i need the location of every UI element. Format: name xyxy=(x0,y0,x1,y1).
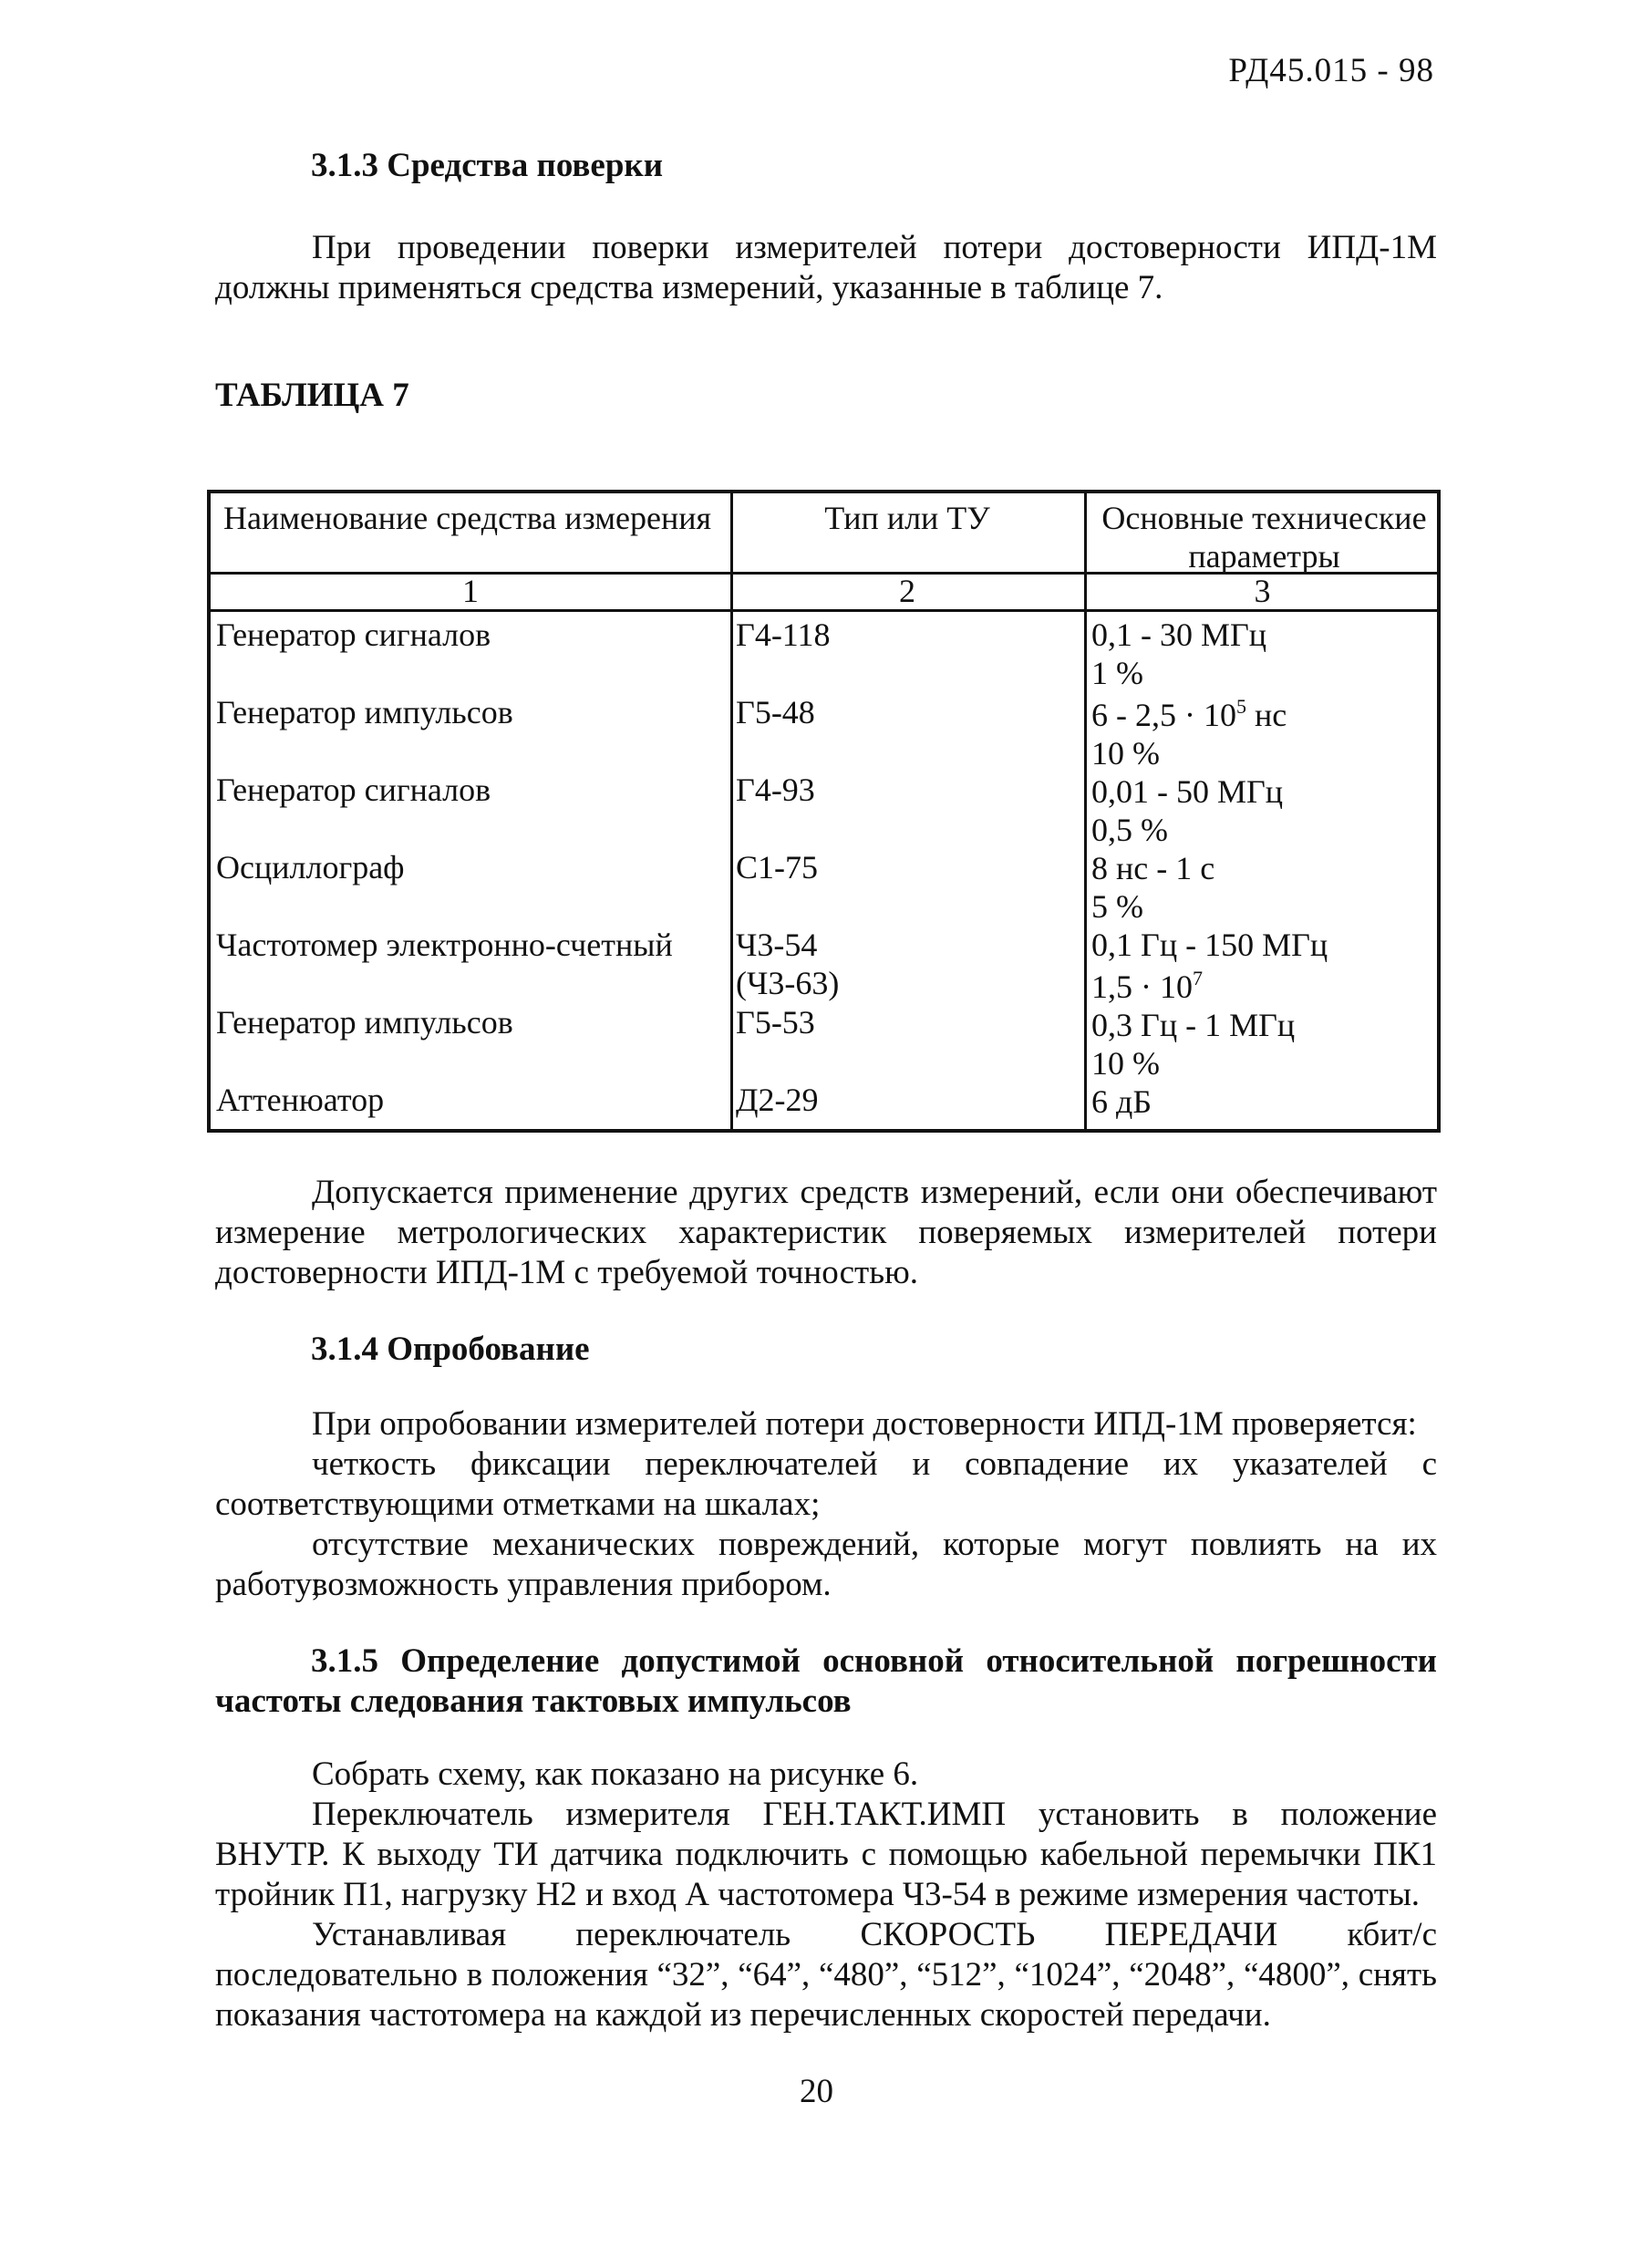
exponent: 5 xyxy=(1235,695,1246,718)
table-cell xyxy=(1091,696,1287,734)
table-cell: 1 % xyxy=(1091,655,1143,691)
table-cell: 0,1 Гц - 150 МГц xyxy=(1091,927,1328,963)
exponent: 7 xyxy=(1193,967,1203,989)
table-cell: Осциллограф xyxy=(216,849,405,885)
after-table-paragraph: Допускается применение других средств измерений, если они обеспечивают измерение метрологических характеристик поверяемых измерителей потери достоверности ИПД-1М с требуемой точностью. xyxy=(215,1174,1437,1291)
table-cell: 5 % xyxy=(1091,888,1143,925)
table-cell: С1-75 xyxy=(736,849,818,885)
param-unit: нс xyxy=(1245,697,1287,733)
column-number: 1 xyxy=(462,573,479,609)
table-cell: 0,01 - 50 МГц xyxy=(1091,773,1284,810)
table-cell: 8 нс - 1 с xyxy=(1091,850,1215,886)
column-number: 3 xyxy=(1254,573,1271,609)
table-cell: Д2-29 xyxy=(736,1082,819,1118)
column-number: 2 xyxy=(899,573,915,609)
table-cell: Г4-93 xyxy=(736,772,815,808)
table-cell: Г4-118 xyxy=(736,616,831,653)
list-item: четкость фиксации переключателей и совпадение их указателей с соответствующими отметками на шкалах; xyxy=(215,1445,1437,1523)
page-number: 20 xyxy=(800,2073,833,2110)
table-title: ТАБЛИЦА 7 xyxy=(215,377,409,414)
table-cell: Г5-48 xyxy=(736,694,815,730)
table-cell: Генератор импульсов xyxy=(216,694,513,730)
table-cell: Частотомер электронно-счетный xyxy=(216,927,673,963)
table-cell: 0,1 - 30 МГц xyxy=(1091,616,1267,653)
table-cell: Ч3-54 xyxy=(736,927,818,963)
table-cell xyxy=(1091,968,1203,1006)
table-cell: (Ч3-63) xyxy=(736,965,840,1001)
table-cell: 10 % xyxy=(1091,735,1160,772)
section-title-3-1-4: 3.1.4 Опробование xyxy=(311,1331,590,1368)
table-cell: Генератор сигналов xyxy=(216,772,491,808)
list-item: возможность управления прибором. xyxy=(312,1566,832,1603)
section-title-3-1-5: 3.1.5 Определение допустимой основной относительной погрешности частоты следования тактовых импульсов xyxy=(215,1642,1437,1720)
table-cell: 0,3 Гц - 1 МГц xyxy=(1091,1007,1296,1043)
table-header: Наименование средства измерения xyxy=(223,500,712,536)
param-text: 6 - 2,5 · 10 xyxy=(1091,697,1236,733)
list-item: отсутствие механических повреждений, которые могут повлиять на их работу; xyxy=(215,1526,1437,1603)
table-cell: 0,5 % xyxy=(1091,812,1168,848)
section-intro: При опробовании измерителей потери достоверности ИПД-1М проверяется: xyxy=(312,1405,1417,1443)
instruments-table xyxy=(207,490,1441,1133)
table-header: Тип или ТУ xyxy=(824,500,990,536)
section-title-3-1-3: 3.1.3 Средства поверки xyxy=(311,147,664,184)
section-paragraph: Переключатель измерителя ГЕН.ТАКТ.ИМП установить в положение ВНУТР. К выходу ТИ датчика подключить с помощью кабельной перемычки ПК1 тройник П1, нагрузку Н2 и вход А частотомера Ч3-54 в режиме измерения частоты. xyxy=(215,1796,1437,1913)
section-paragraph: При проведении поверки измерителей потери достоверности ИПД-1М должны применяться средства измерений, указанные в таблице 7. xyxy=(215,229,1437,306)
table-cell: 10 % xyxy=(1091,1045,1160,1082)
table-cell: Генератор импульсов xyxy=(216,1004,513,1041)
table-cell: Генератор сигналов xyxy=(216,616,491,653)
table-header: Основные технические параметры xyxy=(1101,500,1427,575)
table-cell: Г5-53 xyxy=(736,1004,815,1041)
section-paragraph: Устанавливая переключатель СКОРОСТЬ ПЕРЕДАЧИ кбит/с последовательно в положения “32”, “64”, “480”, “512”, “1024”, “2048”, “4800”, снять показания частотомера на каждой из перечисленных скоростей передачи. xyxy=(215,1916,1437,2034)
table-cell: 6 дБ xyxy=(1091,1083,1152,1120)
document-code: РД45.015 - 98 xyxy=(1228,52,1434,89)
table-cell: Аттенюатор xyxy=(216,1082,385,1118)
param-text: 1,5 · 10 xyxy=(1091,968,1193,1005)
section-paragraph: Собрать схему, как показано на рисунке 6. xyxy=(312,1755,919,1793)
